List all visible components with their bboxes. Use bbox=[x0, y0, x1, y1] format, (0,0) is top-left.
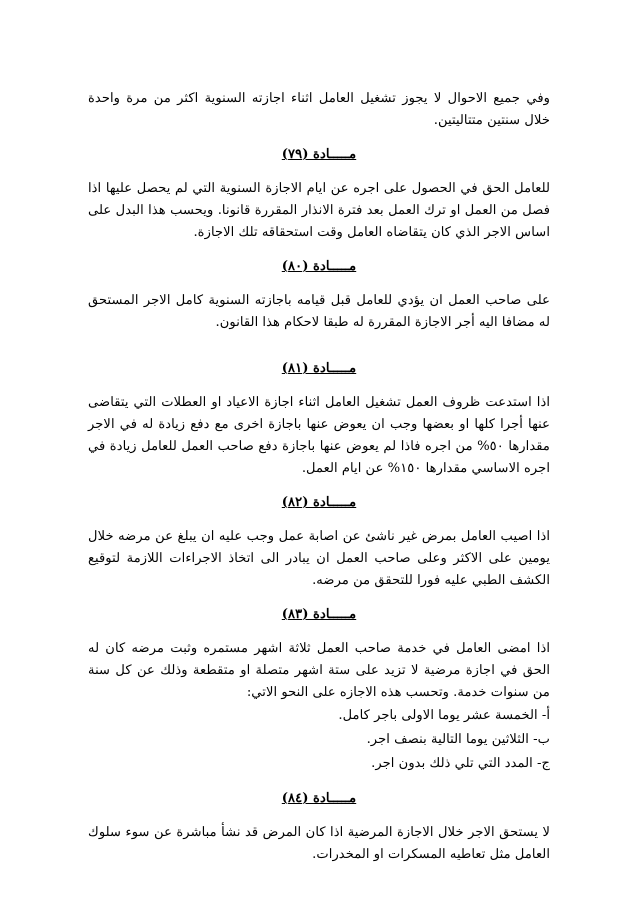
article-79-text: للعامل الحق في الحصول على اجره عن ايام الاجازة السنوية التي لم يحصل عليها اذا فصل من العمل او ترك العمل بعد فترة الانذار المقررة قانونا. ويحسب هذا البدل على اساس الاجر الذي كان يتقاضاه العامل وقت استحقاقه تلك الاجازة. bbox=[88, 181, 550, 240]
article-80-heading: مـــــادة (٨٠) bbox=[281, 259, 357, 274]
list-item-c: ج- المدد التي تلي ذلك بدون اجر. bbox=[371, 756, 550, 771]
list-item-b: ب- الثلاثين يوما التالية بنصف اجر. bbox=[366, 732, 550, 747]
article-84-text: لا يستحق الاجر خلال الاجازة المرضية اذا كان المرض قد نشأ مباشرة عن سوء سلوك العامل مثل تعاطيه المسكرات او المخدرات. bbox=[88, 825, 550, 862]
article-81-text: اذا استدعت ظروف العمل تشغيل العامل اثناء اجازة الاعياد او العطلات التي يتقاضى عنها أجرا كلها او بعضها وجب ان يعوض عنها باجازة اخرى مع دفع زيادة له في الاجر مقدارها ٥٠% من اجره فاذا لم يعوض عنها باجازة دفع صاحب العمل للعامل زيادة في اجره الاساسي مقدارها ١٥٠% عن ايام العمل. bbox=[88, 395, 550, 476]
paragraph-intro: وفي جميع الاحوال لا يجوز تشغيل العامل اثناء اجازته السنوية اكثر من مرة واحدة خلال سنتين متتاليتين. bbox=[88, 91, 550, 128]
article-83-text: اذا امضى العامل في خدمة صاحب العمل ثلاثة اشهر مستمره وثبت مرضه كان له الحق في اجازة مرضية لا تزيد على ستة اشهر متصلة او متقطعة وذلك عن كل سنة من سنوات خدمة. وتحسب هذه الاجازه على النحو الاتي: bbox=[88, 641, 550, 700]
article-80-text: على صاحب العمل ان يؤدي للعامل قبل قيامه باجازته السنوية كامل الاجر المستحق له مضافا اليه أجر الاجازة المقررة له طبقا لاحكام هذا القانون. bbox=[88, 293, 550, 330]
article-82-text: اذا اصيب العامل بمرض غير ناشئ عن اصابة عمل وجب عليه ان يبلغ عن مرضه خلال يومين على الاكثر وعلى صاحب العمل ان يبادر الى اتخاذ الاجراءات اللازمة لتوقيع الكشف الطبي عليه فورا للتحقق من مرضه. bbox=[88, 529, 550, 588]
article-79-heading: مـــــادة (٧٩) bbox=[281, 147, 357, 162]
article-84-heading: مـــــادة (٨٤) bbox=[281, 791, 357, 806]
article-81-heading: مـــــادة (٨١) bbox=[281, 361, 357, 376]
list-item-a: أ- الخمسة عشر يوما الاولى باجر كامل. bbox=[338, 708, 550, 723]
document-page bbox=[88, 88, 550, 866]
article-83-heading: مـــــادة (٨٣) bbox=[281, 607, 357, 622]
article-82-heading: مـــــادة (٨٢) bbox=[281, 495, 357, 510]
